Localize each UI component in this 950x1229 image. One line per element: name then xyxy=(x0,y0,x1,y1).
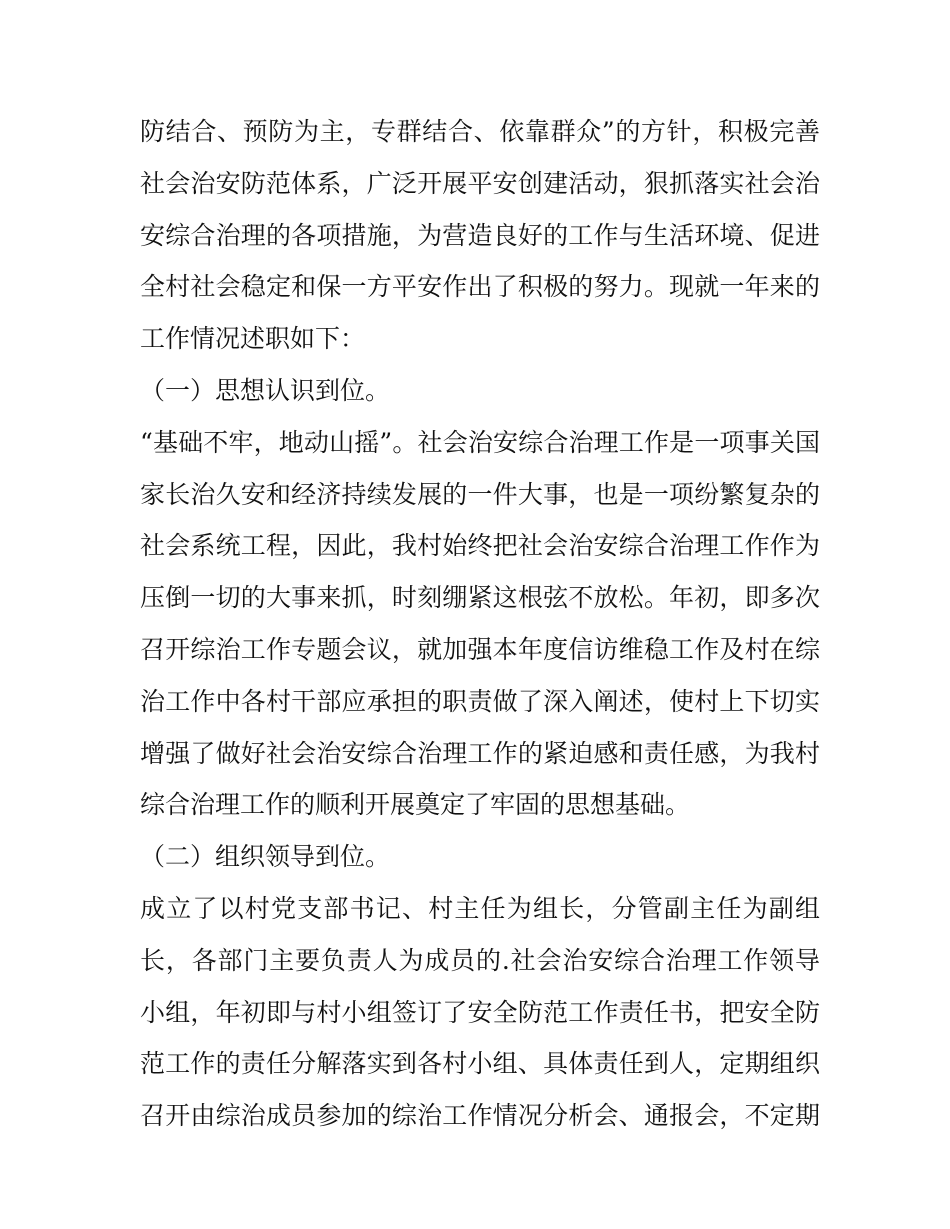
text-line: 压倒一切的大事来抓，时刻绷紧这根弦不放松。年初，即多次 xyxy=(140,583,820,613)
text-line: 长，各部门主要负责人为成员的.社会治安综合治理工作领导 xyxy=(140,945,820,975)
text-line: 范工作的责任分解落实到各村小组、具体责任到人，定期组织 xyxy=(140,1049,820,1079)
text-line: 全村社会稳定和保一方平安作出了积极的努力。现就一年来的 xyxy=(140,272,820,302)
text-line: 综合治理工作的顺利开展奠定了牢固的思想基础。 xyxy=(140,790,691,820)
text-line: 增强了做好社会治安综合治理工作的紧迫感和责任感，为我村 xyxy=(140,738,820,768)
text-line: 家长治久安和经济持续发展的一件大事，也是一项纷繁复杂的 xyxy=(140,479,820,509)
text-line: “基础不牢，地动山摇”。社会治安综合治理工作是一项事关国 xyxy=(140,427,820,457)
text-line: （一）思想认识到位。 xyxy=(140,375,391,405)
document-body xyxy=(140,106,820,1142)
text-line: 召开综治工作专题会议，就加强本年度信访维稳工作及村在综 xyxy=(140,634,820,664)
text-line: （二）组织领导到位。 xyxy=(140,842,391,872)
text-line: 社会系统工程，因此，我村始终把社会治安综合治理工作作为 xyxy=(140,531,820,561)
text-line: 小组，年初即与村小组签订了安全防范工作责任书，把安全防 xyxy=(140,997,820,1027)
text-line: 社会治安防范体系，广泛开展平安创建活动，狠抓落实社会治 xyxy=(140,168,820,198)
text-line: 治工作中各村干部应承担的职责做了深入阐述，使村上下切实 xyxy=(140,686,820,716)
text-line: 成立了以村党支部书记、村主任为组长，分管副主任为副组 xyxy=(140,893,820,923)
text-line: 安综合治理的各项措施，为营造良好的工作与生活环境、促进 xyxy=(140,220,820,250)
text-line: 召开由综治成员参加的综治工作情况分析会、通报会，不定期 xyxy=(140,1101,820,1131)
text-line: 工作情况述职如下： xyxy=(140,324,366,354)
text-line: 防结合、预防为主，专群结合、依靠群众”的方针，积极完善 xyxy=(140,117,820,146)
